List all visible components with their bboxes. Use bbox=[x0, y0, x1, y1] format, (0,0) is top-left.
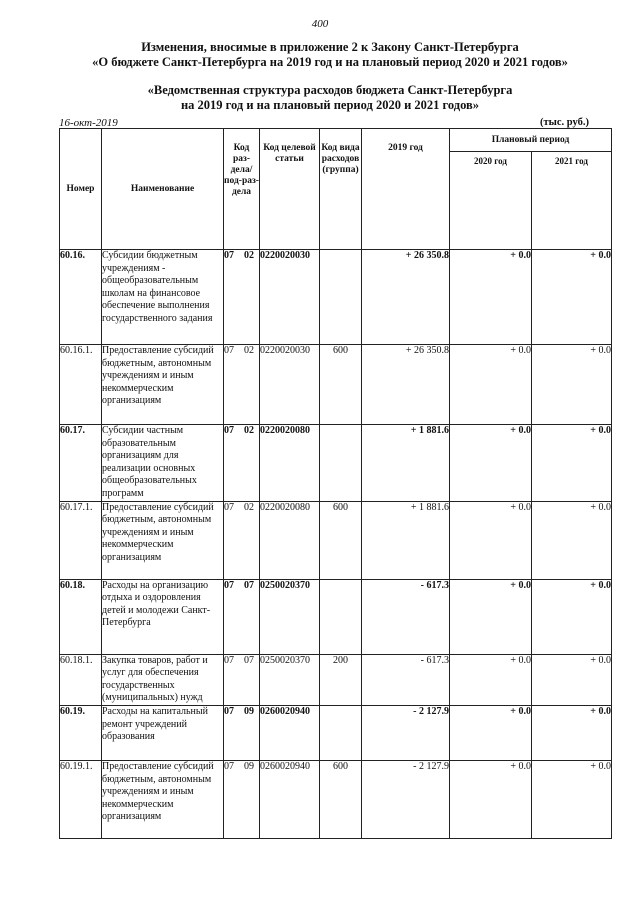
row-name: Предоставление субсидий бюджетным, автономным учреждениям и иным некоммерческим организациям bbox=[102, 760, 224, 838]
row-number: 60.16.1. bbox=[60, 345, 102, 425]
row-number: 60.19. bbox=[60, 705, 102, 760]
header-name: Наименование bbox=[102, 129, 224, 250]
row-2019-value: - 617.3 bbox=[362, 654, 450, 705]
row-target-code: 0220020080 bbox=[260, 501, 320, 579]
row-name: Закупка товаров, работ и услуг для обеспечения государственных (муниципальных) нужд bbox=[102, 654, 224, 705]
section-code: 07 bbox=[224, 654, 234, 666]
table-row bbox=[60, 501, 612, 579]
row-2019-value: - 617.3 bbox=[362, 579, 450, 654]
row-kind-code bbox=[320, 579, 362, 654]
row-name: Субсидии частным образовательным организациям для реализации основных общеобразовательных программ bbox=[102, 425, 224, 502]
row-kind-code bbox=[320, 705, 362, 760]
row-number: 60.18. bbox=[60, 579, 102, 654]
row-section-code bbox=[224, 654, 260, 705]
document-date: 16-окт-2019 bbox=[59, 117, 118, 129]
section-code: 07 bbox=[224, 250, 234, 261]
row-2020-value: + 0.0 bbox=[450, 501, 532, 579]
row-2019-value: - 2 127.9 bbox=[362, 760, 450, 838]
subsection-code: 07 bbox=[244, 579, 254, 591]
subsection-code: 09 bbox=[244, 760, 254, 772]
row-number: 60.19.1. bbox=[60, 760, 102, 838]
section-code: 07 bbox=[224, 501, 234, 513]
document-subtitle bbox=[20, 83, 640, 113]
budget-table bbox=[59, 128, 612, 839]
row-2021-value: + 0.0 bbox=[532, 501, 612, 579]
row-section-code bbox=[224, 345, 260, 425]
header-2020: 2020 год bbox=[450, 152, 532, 250]
header-kind: Код вида расходов (группа) bbox=[320, 129, 362, 250]
row-target-code: 0220020030 bbox=[260, 345, 320, 425]
subsection-code: 09 bbox=[244, 705, 254, 717]
row-name: Расходы на капитальный ремонт учреждений образования bbox=[102, 705, 224, 760]
subsection-code: 02 bbox=[244, 425, 254, 436]
row-target-code: 0250020370 bbox=[260, 579, 320, 654]
header-target: Код целевой статьи bbox=[260, 129, 320, 250]
row-2021-value: + 0.0 bbox=[532, 345, 612, 425]
page-number: 400 bbox=[311, 18, 329, 30]
row-section-code bbox=[224, 579, 260, 654]
row-target-code: 0260020940 bbox=[260, 760, 320, 838]
row-kind-code: 200 bbox=[320, 654, 362, 705]
subsection-code: 02 bbox=[244, 345, 254, 356]
document-title bbox=[20, 40, 640, 70]
row-2021-value: + 0.0 bbox=[532, 705, 612, 760]
row-kind-code bbox=[320, 425, 362, 502]
row-2019-value: + 26 350.8 bbox=[362, 345, 450, 425]
row-name: Субсидии бюджетным учреждениям - общеобразовательным школам на финансовое обеспечение выполнения государственного задания bbox=[102, 250, 224, 345]
row-kind-code: 600 bbox=[320, 501, 362, 579]
header-number: Номер bbox=[60, 129, 102, 250]
row-kind-code: 600 bbox=[320, 345, 362, 425]
table-row bbox=[60, 654, 612, 705]
subtitle-line-2: на 2019 год и на плановый период 2020 и 2021 годов» bbox=[180, 98, 480, 112]
row-section-code bbox=[224, 760, 260, 838]
row-2021-value: + 0.0 bbox=[532, 425, 612, 502]
row-section-code bbox=[224, 705, 260, 760]
row-number: 60.17. bbox=[60, 425, 102, 502]
row-2020-value: + 0.0 bbox=[450, 654, 532, 705]
row-2019-value: + 26 350.8 bbox=[362, 250, 450, 345]
row-target-code: 0260020940 bbox=[260, 705, 320, 760]
row-kind-code bbox=[320, 250, 362, 345]
row-2020-value: + 0.0 bbox=[450, 425, 532, 502]
table-row bbox=[60, 345, 612, 425]
row-number: 60.17.1. bbox=[60, 501, 102, 579]
header-2021: 2021 год bbox=[532, 152, 612, 250]
section-code: 07 bbox=[224, 345, 234, 356]
subsection-code: 02 bbox=[244, 250, 254, 261]
row-2019-value: + 1 881.6 bbox=[362, 425, 450, 502]
row-section-code bbox=[224, 501, 260, 579]
header-row bbox=[60, 129, 612, 152]
table-row bbox=[60, 425, 612, 502]
row-2021-value: + 0.0 bbox=[532, 579, 612, 654]
row-2021-value: + 0.0 bbox=[532, 250, 612, 345]
row-2020-value: + 0.0 bbox=[450, 705, 532, 760]
row-number: 60.18.1. bbox=[60, 654, 102, 705]
row-2021-value: + 0.0 bbox=[532, 654, 612, 705]
row-target-code: 0220020030 bbox=[260, 250, 320, 345]
row-2020-value: + 0.0 bbox=[450, 760, 532, 838]
subsection-code: 02 bbox=[244, 501, 254, 513]
row-2019-value: + 1 881.6 bbox=[362, 501, 450, 579]
row-section-code bbox=[224, 250, 260, 345]
header-section: Код раз-дела/ под-раз-дела bbox=[224, 129, 260, 250]
section-code: 07 bbox=[224, 579, 234, 591]
table-row bbox=[60, 250, 612, 345]
row-2020-value: + 0.0 bbox=[450, 345, 532, 425]
header-plan-period: Плановый период bbox=[450, 129, 612, 152]
row-target-code: 0250020370 bbox=[260, 654, 320, 705]
row-target-code: 0220020080 bbox=[260, 425, 320, 502]
row-2021-value: + 0.0 bbox=[532, 760, 612, 838]
section-code: 07 bbox=[224, 760, 234, 772]
header-2019: 2019 год bbox=[362, 129, 450, 250]
section-code: 07 bbox=[224, 705, 234, 717]
row-kind-code: 600 bbox=[320, 760, 362, 838]
units-label: (тыс. руб.) bbox=[540, 117, 589, 128]
row-2019-value: - 2 127.9 bbox=[362, 705, 450, 760]
section-code: 07 bbox=[224, 425, 234, 436]
row-number: 60.16. bbox=[60, 250, 102, 345]
row-2020-value: + 0.0 bbox=[450, 250, 532, 345]
table-row bbox=[60, 705, 612, 760]
title-line-2: «О бюджете Санкт-Петербурга на 2019 год и на плановый период 2020 и 2021 годов» bbox=[92, 55, 568, 69]
subtitle-line-1: «Ведомственная структура расходов бюджета Санкт-Петербурга bbox=[147, 83, 513, 97]
row-name: Расходы на организацию отдыха и оздоровления детей и молодежи Санкт-Петербурга bbox=[102, 579, 224, 654]
table-row bbox=[60, 760, 612, 838]
row-name: Предоставление субсидий бюджетным, автономным учреждениям и иным некоммерческим организациям bbox=[102, 345, 224, 425]
title-line-1: Изменения, вносимые в приложение 2 к Закону Санкт-Петербурга bbox=[141, 40, 519, 54]
subsection-code: 07 bbox=[244, 654, 254, 666]
row-name: Предоставление субсидий бюджетным, автономным учреждениям и иным некоммерческим организациям bbox=[102, 501, 224, 579]
row-section-code bbox=[224, 425, 260, 502]
table-row bbox=[60, 579, 612, 654]
row-2020-value: + 0.0 bbox=[450, 579, 532, 654]
